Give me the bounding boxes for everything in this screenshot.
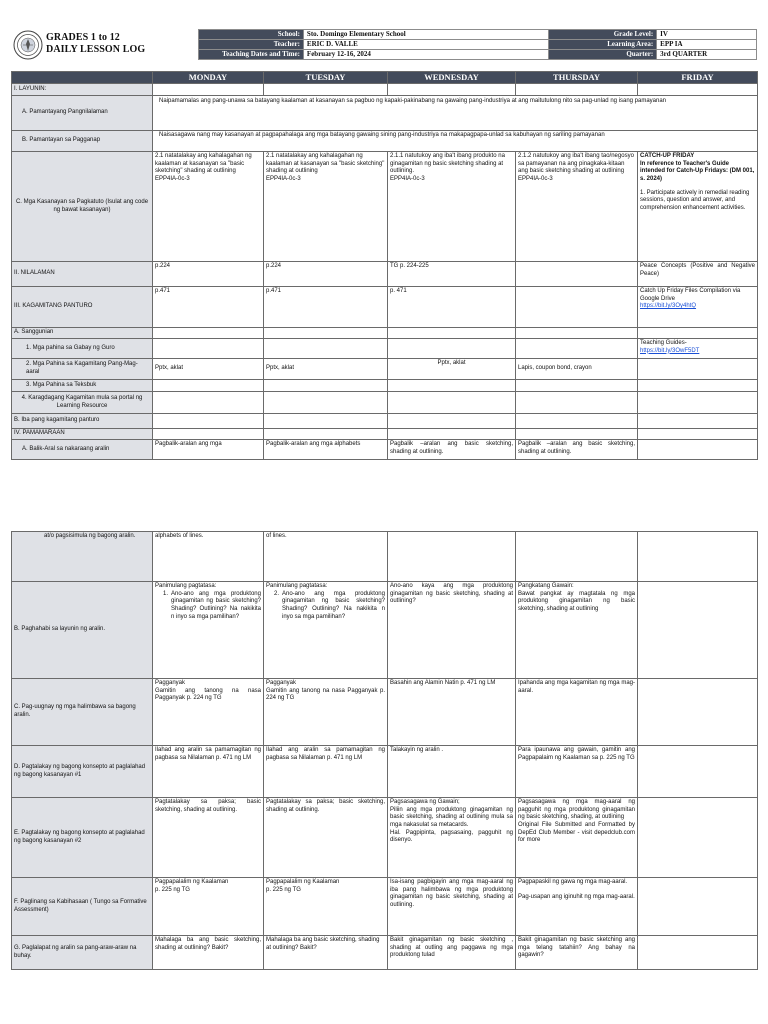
list-item [163, 590, 261, 622]
pagtalakay-1-thursday: Para ipaunawa ang gawain, gamitin ang Pagpapalaim ng Kaalaman sa p. 225 ng TG [516, 746, 638, 798]
pag-uugnay-tuesday-text: Gamitin ang tanong na nasa Pagganyak p. 224 ng TG [266, 687, 385, 702]
day-thursday: THURSDAY [516, 72, 638, 84]
label-paglalapat: G. Paglalapat ng aralin sa pang-araw-araw na buhay. [12, 936, 153, 970]
dates-label: Teaching Dates and Time: [199, 50, 304, 60]
catch-up-files-link[interactable]: https://bit.ly/3Oy4htQ [640, 303, 697, 310]
pag-uugnay-thursday: Ipahanda ang mga kagamitan ng mga mag-aaral. [516, 679, 638, 746]
label-pamantayan-sa-pagganap: B. Pamantayan sa Pagganap [12, 131, 153, 152]
day-wednesday: WEDNESDAY [388, 72, 516, 84]
text-pamantayan-sa-pagganap: Naisasagawa nang may kasanayan at pagpapahalaga ang mga batayang gawaing sining pang-industriya na makapagpapa-unlad sa kabuhayan ng sariling pamayanan [153, 131, 758, 152]
list-item-text: Ano-ano ang mga produktong ginagamitan ng basic sketching? Shading? Outlining? Na nakikita n inyo sa mga pamilihan? [282, 590, 385, 620]
label-pag-uugnay: C. Pag-uugnay ng mga halimbawa sa bagong aralin. [12, 679, 153, 746]
row-gabay-ng-guro [12, 339, 758, 359]
nilalaman-monday: p.224 [153, 262, 264, 287]
paglalapat-wednesday: Bakit ginagamitan ng basic sketching , shading at outling ang paggawa ng mga produktong tulad [388, 936, 516, 970]
day-tuesday: TUESDAY [264, 72, 388, 84]
paghahabi-thursday-text: Bawat pangkat ay magtatala ng mga produktong ginagamitan ng basic sketching, shading at outlining [518, 590, 635, 613]
label-kagamitang-pang-mag-aaral: 2. Mga Pahina sa Kagamitang Pang-Mag-aaral [12, 359, 153, 380]
catch-up-friday-reference: In reference to Teacher's Guide intended for Catch-Up Fridays: (DM 001, s. 2024) [640, 160, 755, 183]
day-friday: FRIDAY [638, 72, 758, 84]
paghahabi-tuesday [264, 582, 388, 679]
row-pag-uugnay [12, 679, 758, 746]
school-value: Sto. Domingo Elementary School [303, 30, 548, 40]
pag-uugnay-monday [153, 679, 264, 746]
label-pagtalakay-2: E. Pagtalakay ng bagong konsepto at paglalahad ng bagong kasanayan #2 [12, 798, 153, 878]
mag-aaral-monday: Pptx, aklat [153, 359, 264, 380]
pagtalakay-1-tuesday: Ilahad ang aralin sa pamamagitan ng pagbasa sa Nilalaman p. 471 ng LM [264, 746, 388, 798]
label-pagtalakay-1: D. Pagtalakay ng bagong konsepto at paglalahad ng bagong kasanayan #1 [12, 746, 153, 798]
row-iba-pang-kagamitan [12, 414, 758, 429]
label-sanggunian: A. Sanggunian [12, 328, 153, 339]
day-header-blank [12, 72, 153, 84]
text-pamantayang-pangnilalaman: Naipamamalas ang pang-unawa sa batayang kaalaman at kasanayan sa pagbuo ng kapaki-pakinabang na gawaing pang-industriya at ang maitutulong nito sa pag-unlad ng isang pamayanan [153, 96, 758, 131]
label-kabihasaan: F. Paglinang sa Kabihasaan ( Tungo sa Formative Assessment) [12, 878, 153, 936]
mag-aaral-wednesday: Pptx, aklat [388, 359, 516, 380]
paghahabi-thursday [516, 582, 638, 679]
row-pamantayang-pangnilalaman [12, 96, 758, 131]
nilalaman-wednesday: TG p. 224-225 [388, 262, 516, 287]
catch-up-friday-item: 1. Participate actively in remedial reading sessions, question and answer, and comprehension enhancement activities. [640, 189, 750, 212]
dates-value: February 12-16, 2024 [303, 50, 548, 60]
area-label: Learning Area: [549, 40, 657, 50]
paghahabi-tuesday-list [266, 591, 385, 622]
paghahabi-wednesday: Ano-ano kaya ang mga produktong ginagamitan ng basic sketching, shading at outlining? [388, 582, 516, 679]
title-line-2: DAILY LESSON LOG [46, 44, 146, 55]
kabihasaan-thursday: Pagpapaskil ng gawa ng mga mag-aaral. Pag-usapan ang iginuhit ng mga mag-aaral. [516, 878, 638, 936]
kabihasaan-wednesday: Isa-isang pagbigayin ang mga mag-aaral ng iba pang halimbawa ng mga produktong ginagamitan ng basic sketching, shading at outlining. [388, 878, 516, 936]
kasanayan-thursday: 2.1.2 natutukoy ang iba't ibang tao/negosyo sa pamayanan na ang pinagkaka-kitaan ang basic sketching shading at outlining EPP4IA-0c-3 [516, 152, 638, 262]
row-kagamitang-pang-mag-aaral [12, 359, 758, 380]
paglalapat-tuesday: Mahalaga ba ang basic sketching, shading at outlining? Bakit? [264, 936, 388, 970]
label-kagamitang-panturo: III. KAGAMITANG PANTURO [12, 287, 153, 328]
teacher-value: ERIC D. VALLE [303, 40, 548, 50]
teaching-guides-link[interactable]: https://bit.ly/3OwF5DT [640, 347, 700, 354]
grade-label: Grade Level: [549, 30, 657, 40]
row-paglalapat [12, 936, 758, 970]
row-paghahabi [12, 582, 758, 679]
row-layunin [12, 84, 758, 96]
kabihasaan-monday: Pagpapalalim ng Kaalaman p. 225 ng TG [153, 878, 264, 936]
list-item [274, 590, 385, 622]
paglalapat-monday: Mahalaga ba ang basic sketching, shading at outlining? Bakit? [153, 936, 264, 970]
list-item-number: 1. [163, 590, 169, 597]
mag-aaral-thursday: Lapis, coupon bond, crayon [516, 359, 638, 380]
row-teksbuk [12, 380, 758, 392]
teaching-guides-text: Teaching Guides- [640, 340, 687, 346]
balik-aral-thursday: Pagbalik –aralan ang basic sketching, shading at outlining. [516, 440, 638, 460]
kagamitan-wednesday: p. 471 [388, 287, 516, 328]
balik-aral-tuesday: Pagbalik-aralan ang mga alphabets [264, 440, 388, 460]
pag-uugnay-monday-text: Gamitin ang tanong na nasa Pagganyak p. 224 ng TG [155, 687, 261, 702]
list-item-number: 2. [274, 590, 280, 597]
kagamitan-friday [638, 287, 758, 328]
label-pamantayang-pangnilalaman: A. Pamantayang Pangnilalaman [12, 96, 153, 131]
paghahabi-tuesday-head: Panimulang pagtatasa: [266, 583, 328, 589]
nilalaman-thursday [516, 262, 638, 287]
mag-aaral-tuesday: Pptx, aklat [264, 359, 388, 380]
pagtalakay-2-thursday: Pagsasagawa ng mga mag-aaral ng pagguhit ng mga produktong ginagamitan ng basic sketching, shading, at outlining Original File Submitted and Formatted by DepEd Club Member - visit depedclub.com for more [516, 798, 638, 878]
row-pagtalakay-1 [12, 746, 758, 798]
paghahabi-monday-head: Panimulang pagtatasa: [155, 583, 217, 589]
row-pamamaraan [12, 429, 758, 440]
deped-seal-icon [13, 30, 43, 60]
catch-up-friday-title: CATCH-UP FRIDAY [640, 153, 695, 159]
label-pamamaraan: IV. PAMAMARAAN [12, 429, 153, 440]
paglalapat-thursday: Bakit ginagamitan ng basic sketching ang mga telang tatahiin? Ang bahay na gagawin? [516, 936, 638, 970]
pag-uugnay-monday-head: Pagganyak [155, 680, 186, 686]
kagamitan-monday: p.471 [153, 287, 264, 328]
nilalaman-tuesday: p.224 [264, 262, 388, 287]
kasanayan-tuesday: 2.1 natatalakay ang kahalagahan ng kaalaman at kasanayan sa "basic sketching" shading at outlining EPP4IA-0c-3 [264, 152, 388, 262]
label-iba-pang-kagamitan: B. Iba pang kagamitang panturo [12, 414, 153, 429]
row-kagamitang-panturo [12, 287, 758, 328]
kasanayan-friday [638, 152, 758, 262]
balik-aral-cont-tuesday: of lines. [264, 532, 388, 582]
row-karagdagang-kagamitan [12, 392, 758, 414]
balik-aral-cont-monday: alphabets of lines. [153, 532, 264, 582]
row-pamantayan-sa-pagganap [12, 131, 758, 152]
row-balik-aral [12, 440, 758, 460]
row-sanggunian [12, 328, 758, 339]
label-balik-aral-continued: at/o pagsisimula ng bagong aralin. [12, 532, 153, 582]
paghahabi-thursday-head: Pangkatang Gawain: [518, 583, 574, 589]
school-label: School: [199, 30, 304, 40]
kagamitan-thursday [516, 287, 638, 328]
kagamitan-tuesday: p.471 [264, 287, 388, 328]
pagtalakay-2-wednesday: Pagsasagawa ng Gawain; Piliin ang mga produktong ginagamitan ng basic sketching, shading at outlining mula sa mga nakasulat sa metacards. Hal. Pagpipinta, pagsasaing, pagguhit ng disenyo. [388, 798, 516, 878]
pagtalakay-1-wednesday: Talakayin ng aralin . [388, 746, 516, 798]
label-kasanayan: C. Mga Kasanayan sa Pagkatuto (Isulat ang code ng bawat kasanayan) [12, 152, 153, 262]
header [11, 29, 757, 60]
balik-aral-wednesday: Pagbalik –aralan ang basic sketching, shading at outlining. [388, 440, 516, 460]
label-paghahabi: B. Paghahabi sa layunin ng aralin. [12, 582, 153, 679]
label-layunin: I. LAYUNIN: [12, 84, 153, 96]
paghahabi-monday-list [155, 591, 261, 622]
label-teksbuk: 3. Mga Pahina sa Teksbuk [12, 380, 153, 392]
label-nilalaman: II. NILALAMAN [12, 262, 153, 287]
lesson-table-page1 [11, 71, 758, 460]
document-title [46, 29, 203, 60]
teacher-label: Teacher: [199, 40, 304, 50]
day-monday: MONDAY [153, 72, 264, 84]
pag-uugnay-tuesday-head: Pagganyak [266, 680, 297, 686]
kasanayan-monday: 2.1 natatalakay ang kahalagahan ng kaalaman at kasanayan sa "basic sketching" shading at outlining EPP4IA-0c-3 [153, 152, 264, 262]
header-info-grid [198, 29, 757, 60]
row-pagtalakay-2 [12, 798, 758, 878]
area-value: EPP IA [657, 40, 757, 50]
gabay-guro-friday [638, 339, 758, 359]
quarter-label: Quarter: [549, 50, 657, 60]
balik-aral-monday: Pagbalik-aralan ang mga [153, 440, 264, 460]
title-line-1: GRADES 1 to 12 [46, 32, 120, 43]
pagtalakay-2-tuesday: Pagtatalakay sa paksa; basic sketching, shading at outlining. [264, 798, 388, 878]
kabihasaan-tuesday: Pagpapalalim ng Kaalaman p. 225 ng TG [264, 878, 388, 936]
row-kasanayan [12, 152, 758, 262]
kasanayan-wednesday: 2.1.1 natutukoy ang iba't ibang produkto na ginagamitan ng basic sketching shading at outlining. EPP4IA-0c-3 [388, 152, 516, 262]
grade-value: IV [657, 30, 757, 40]
lesson-table-page2 [11, 531, 758, 970]
quarter-value: 3rd QUARTER [657, 50, 757, 60]
catch-up-files-text: Catch Up Friday Files Compilation via Google Drive [640, 288, 741, 302]
pagtalakay-2-monday: Pagtatalakay sa paksa; basic sketching, shading at outlining. [153, 798, 264, 878]
pag-uugnay-wednesday: Basahin ang Alamin Natin p. 471 ng LM [388, 679, 516, 746]
row-kabihasaan [12, 878, 758, 936]
label-balik-aral: A. Balik-Aral sa nakaraang aralin [12, 440, 153, 460]
nilalaman-friday: Peace Concepts (Positive and Negative Peace) [638, 262, 758, 287]
paghahabi-monday [153, 582, 264, 679]
day-header-row [12, 72, 758, 84]
label-gabay-ng-guro: 1. Mga pahina sa Gabay ng Guro [12, 339, 153, 359]
row-nilalaman [12, 262, 758, 287]
pagtalakay-1-monday: Ilahad ang aralin sa pamamagitan ng pagbasa sa Nilalaman p. 471 ng LM [153, 746, 264, 798]
pag-uugnay-tuesday [264, 679, 388, 746]
list-item-text: Ano-ano ang mga produktong ginagamitan ng basic sketching? Shading? Outlining? Na nakikita n inyo sa mga pamilihan? [171, 590, 261, 620]
label-karagdagang-kagamitan: 4. Karagdagang Kagamitan mula sa portal ng Learning Resource [12, 392, 153, 414]
row-balik-aral-continued [12, 532, 758, 582]
